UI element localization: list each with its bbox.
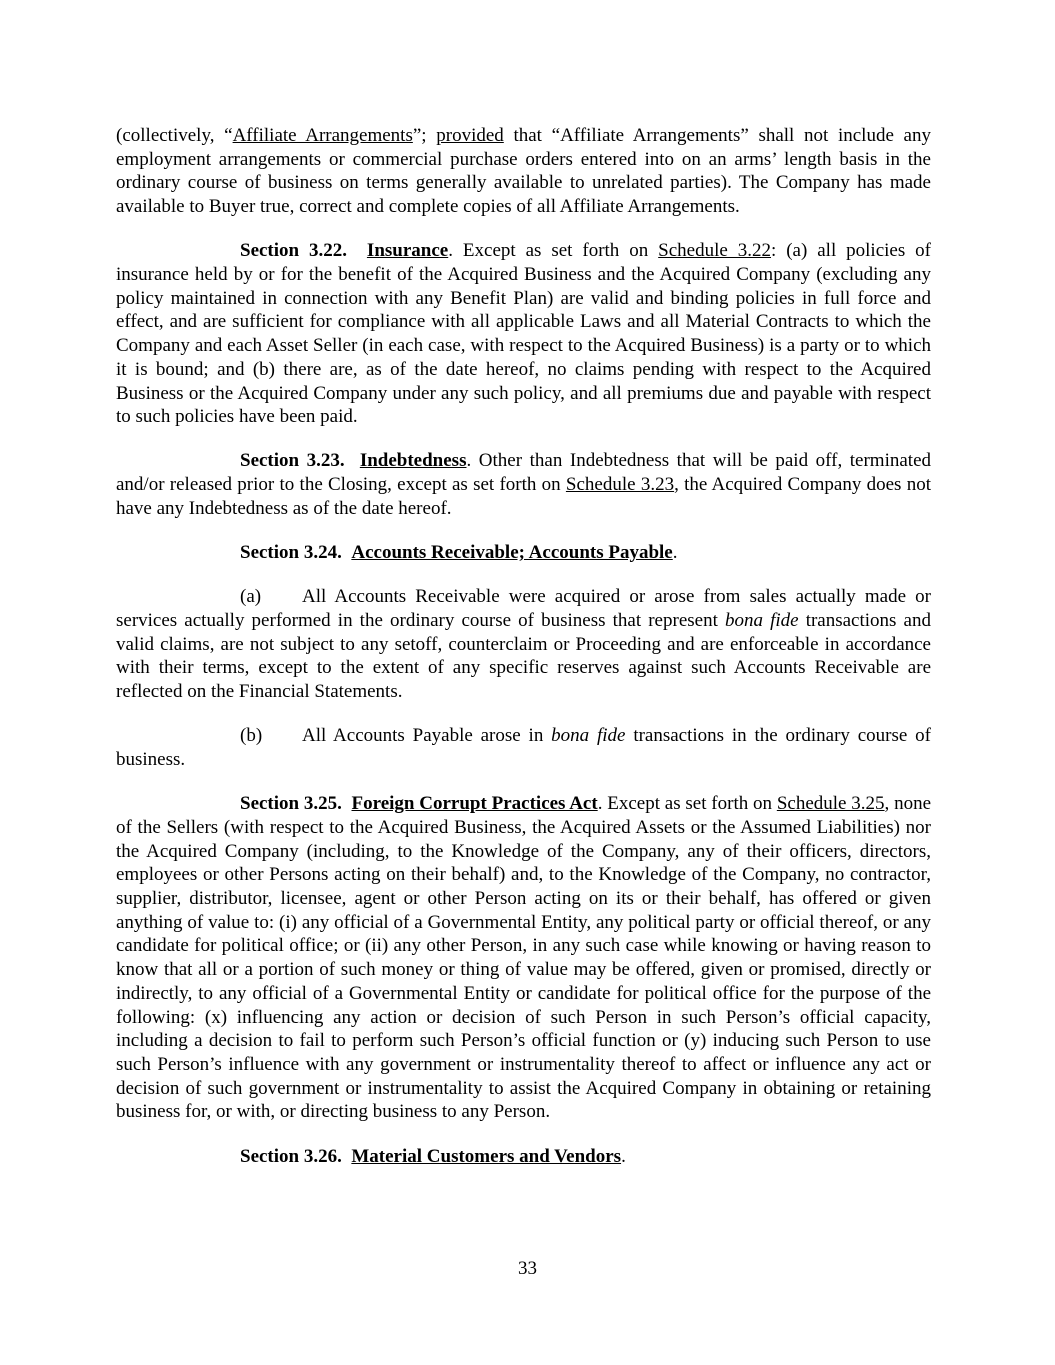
defined-term-affiliate-arrangements: Affiliate Arrangements (232, 125, 413, 146)
defined-term-provided: provided (436, 125, 504, 146)
italic-term: bona fide (724, 609, 799, 631)
text-run: transactions in the ordinary course of business. (116, 725, 931, 770)
text-run: transactions and valid claims, are not subject to any setoff, counterclaim or Proceeding and are enforceable in accordance with their terms, except to the extent of any specific reserves against such Accounts Receivable are reflected on the Financial Statements. (116, 609, 931, 703)
subsection-a-paragraph (116, 585, 931, 704)
section-number: Section 3.26. (240, 1145, 342, 1167)
subsection-label: (a) (240, 586, 262, 608)
section-title: Accounts Receivable; Accounts Payable (351, 542, 673, 564)
text-run: : (a) all policies of insurance held by or for the benefit of the Acquired Business and the Acquired Company (excluding any policy maintained in connection with any Benefit Plan) are valid and binding policies in full force and effect, and are sufficient for compliance with all applicable Laws and all Material Contracts to which the Company and each Asset Seller (in each case, with respect to the Acquired Business) is a party or to which it is bound; and (b) there are, as of the date hereof, no claims pending with respect to the Acquired Business or the Acquired Company under any such policy, and all premiums due and payable with respect to such policies have been paid. (116, 240, 932, 428)
schedule-reference: Schedule 3.22 (658, 240, 771, 262)
section-number: Section 3.25. (240, 793, 342, 815)
text-run: that “Affiliate Arrangements” shall not include any employment arrangements or commercial purchase orders entered into on an arms’ length basis in the ordinary course of business on terms generally available to unrelated parties). The Company has made available to Buyer true, correct and complete copies of all Affiliate Arrangements. (116, 125, 931, 218)
document-page (116, 124, 931, 1168)
text-run: , the Acquired Company does not have any Indebtedness as of the date hereof. (116, 474, 931, 519)
section-number: Section 3.22. (240, 240, 348, 262)
section-title: Foreign Corrupt Practices Act (351, 793, 598, 815)
text-run: . Except as set forth on (597, 793, 777, 815)
text-run: . (672, 542, 678, 564)
section-number: Section 3.23. (240, 450, 345, 472)
text-run: . Other than Indebtedness that will be paid off, terminated and/or released prior to the Closing, except as set forth on (116, 450, 932, 496)
section-title: Material Customers and Vendors (351, 1145, 622, 1167)
section-3-24-heading (116, 541, 931, 565)
text-run: ”; (412, 125, 437, 146)
affiliate-arrangements-paragraph (116, 124, 931, 219)
subsection-label: (b) (240, 725, 263, 747)
text-run: , none of the Sellers (with respect to the Acquired Business, the Acquired Assets or the Assumed Liabilities) nor the Acquired Company (including, to the Knowledge of the Company, any of their officers, directors, employees or other Persons acting on their behalf) and, to the Knowledge of the Company, no contractor, supplier, distributor, licensee, agent or other Person acting on its or their behalf, has offered or given anything of value to: (i) any official of a Governmental Entity, any political party or official thereof, or any candidate for political office; or (ii) any other Person, in any such case while knowing or having reason to know that all or a portion of such money or thing of value may be offered, given or promised, directly or indirectly, to any official of a Governmental Entity or candidate for political office for the purpose of the following: (x) influencing any action or decision of such Person in such Person’s official capacity, including a decision to fail to perform such Person’s official function or (y) inducing such Person to use such Person’s influence with any government or instrumentality thereof to affect or influence any act or decision of such government or instrumentality to assist the Acquired Company in obtaining or retaining business for, or with, or directing business to any Person. (116, 793, 932, 1123)
section-number: Section 3.24. (240, 542, 342, 564)
text-run: All Accounts Receivable were acquired or arose from sales actually made or services actually performed in the ordinary course of business that represent (116, 586, 931, 631)
schedule-reference: Schedule 3.23 (565, 474, 675, 496)
section-3-25-paragraph (116, 792, 931, 1124)
subsection-b-paragraph (116, 724, 931, 771)
section-3-23-paragraph (116, 449, 931, 520)
text-run: . (621, 1145, 626, 1167)
italic-term: bona fide (551, 725, 626, 747)
section-3-26-heading (116, 1145, 931, 1169)
section-3-22-paragraph (116, 239, 931, 429)
page-number: 33 (518, 1258, 537, 1279)
text-run: . Except as set forth on (448, 240, 659, 262)
section-title: Indebtedness (359, 450, 467, 472)
text-run: All Accounts Payable arose in (302, 725, 552, 747)
section-title: Insurance (366, 240, 449, 262)
schedule-reference: Schedule 3.25 (776, 793, 885, 815)
text-run: (collectively, “ (116, 125, 233, 146)
